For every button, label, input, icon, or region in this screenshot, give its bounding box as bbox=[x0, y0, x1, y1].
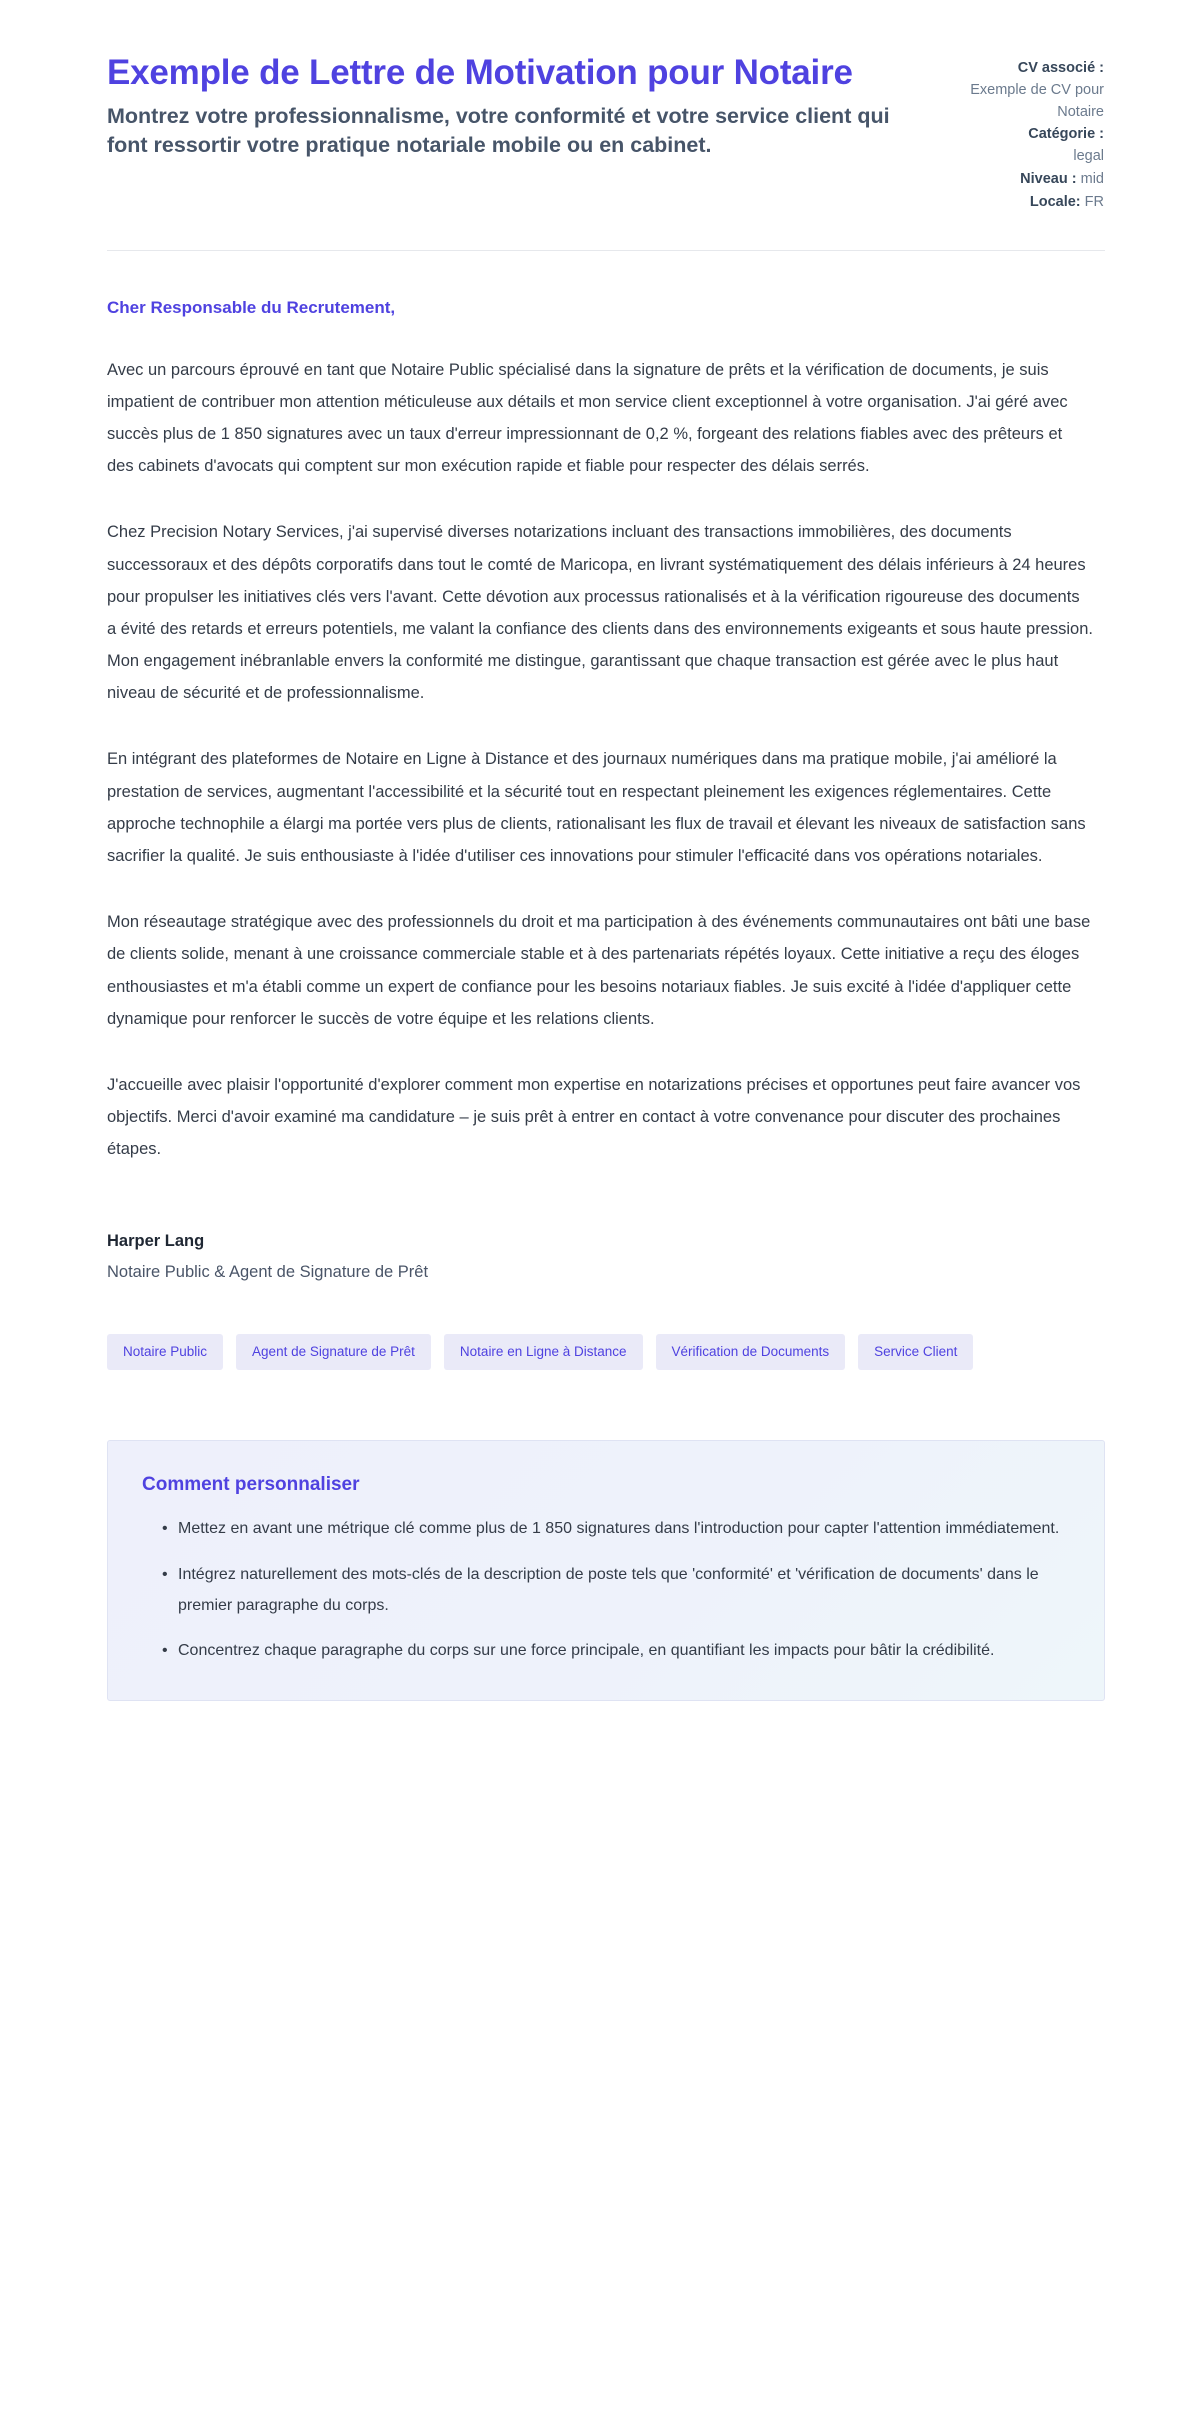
tag-chip[interactable]: Agent de Signature de Prêt bbox=[236, 1334, 431, 1370]
tag-chip[interactable]: Notaire en Ligne à Distance bbox=[444, 1334, 643, 1370]
meta-level bbox=[929, 169, 1104, 191]
page-subtitle: Montrez votre professionnalisme, votre conformité et votre service client qui font ressortir votre pratique notariale mobile ou en cabinet. bbox=[107, 103, 890, 158]
letter-paragraph: Avec un parcours éprouvé en tant que Notaire Public spécialisé dans la signature de prêts et la vérification de documents, je suis impatient de contribuer mon attention méticuleuse aux détails et mon service client exceptionnel à votre organisation. J'ai géré avec succès plus de 1 850 signatures avec un taux d'erreur impressionnant de 0,2 %, forgeant des relations fiables avec des prêteurs et des cabinets d'avocats qui comptent sur mon exécution rapide et fiable pour respecter des délais serrés. bbox=[107, 360, 1068, 476]
tips-list-item: • Mettez en avant une métrique clé comme plus de 1 850 signatures dans l'introduction pour capter l'attention immédiatement. bbox=[162, 1513, 1070, 1544]
signature-name: Harper Lang bbox=[107, 1232, 205, 1251]
letter-paragraph: J'accueille avec plaisir l'opportunité d'explorer comment mon expertise en notarizations précises et opportunes peut faire avancer vos objectifs. Merci d'avoir examiné ma candidature – je suis prêt à entrer en contact à votre convenance pour discuter des prochaines étapes. bbox=[107, 1075, 1081, 1159]
meta-locale-label: Locale: bbox=[1029, 193, 1081, 210]
meta-category-label: Catégorie : bbox=[1028, 126, 1104, 143]
tips-list-item: • Intégrez naturellement des mots-clés de la description de poste tels que 'conformité' et 'vérification de documents' dans le premier paragraphe du corps. bbox=[162, 1559, 1070, 1621]
customization-tips-panel bbox=[107, 1440, 1105, 1701]
tips-list-item: • Concentrez chaque paragraphe du corps sur une force principale, en quantifiant les impacts pour bâtir la crédibilité. bbox=[162, 1635, 1070, 1666]
tips-title: Comment personnaliser bbox=[142, 1473, 360, 1495]
header-title-block bbox=[107, 52, 893, 161]
signature-role: Notaire Public & Agent de Signature de Prêt bbox=[107, 1263, 429, 1282]
letter-paragraph: En intégrant des plateformes de Notaire en Ligne à Distance et des journaux numériques dans ma pratique mobile, j'ai amélioré la prestation de services, augmentant l'accessibilité et la sécurité tout en respectant pleinement les exigences réglementaires. Cette approche technophile a élargi ma portée vers plus de clients, rationalisant les flux de travail et élevant les niveaux de satisfaction sans sacrifier la qualité. Je suis enthousiaste à l'idée d'utiliser ces innovations pour stimuler l'efficacité dans vos opérations notariales. bbox=[107, 750, 1086, 865]
letter-paragraph: Chez Precision Notary Services, j'ai supervisé diverses notarizations incluant des transactions immobilières, des documents successoraux et des dépôts corporatifs dans tout le comté de Maricopa, en livrant systématiquement des délais inférieurs à 24 heures pour propulser les initiatives clés vers l'avant. Cette dévotion aux processus rationalisés et à la vérification rigoureuse des documents a évité des retards et erreurs potentiels, me valant la confiance des clients dans des environnements exigeants et sous haute pression. Mon engagement inébranlable envers la conformité me distingue, garantissant que chaque transaction est gérée avec le plus haut niveau de sécurité et de professionnalisme. bbox=[107, 523, 1093, 703]
tag-chip[interactable]: Notaire Public bbox=[107, 1334, 223, 1370]
meta-associated-cv-value: Exemple de CV pour Notaire bbox=[970, 81, 1104, 120]
page-header bbox=[0, 0, 1200, 214]
meta-category-value: legal bbox=[1073, 148, 1104, 164]
letter-paragraph: Mon réseautage stratégique avec des professionnels du droit et ma participation à des événements communautaires ont bâti une base de clients solide, menant à une croissance commerciale stable et à des partenariats répétés loyaux. Cette initiative a reçu des éloges enthousiastes et m'a établi comme un expert de confiance pour les besoins notariaux fiables. Je suis excité à l'idée d'appliquer cette dynamique pour renforcer le succès de votre équipe et les relations clients. bbox=[107, 913, 1091, 1028]
meta-locale-value: FR bbox=[1084, 193, 1104, 210]
meta-associated-cv-label: CV associé : bbox=[1017, 60, 1104, 76]
meta-associated-cv bbox=[929, 58, 1104, 123]
meta-locale bbox=[929, 192, 1104, 214]
tips-list bbox=[142, 1513, 1070, 1666]
page-bottom-spacer bbox=[0, 1701, 1200, 1757]
header-metadata bbox=[929, 52, 1104, 214]
tag-chip[interactable]: Service Client bbox=[858, 1334, 973, 1370]
meta-level-value: mid bbox=[1080, 170, 1104, 187]
tag-chip[interactable]: Vérification de Documents bbox=[656, 1334, 846, 1370]
header-divider bbox=[107, 250, 1105, 251]
meta-category bbox=[929, 124, 1104, 168]
letter-signature bbox=[0, 1227, 1200, 1286]
tag-list bbox=[0, 1334, 1110, 1370]
page-title: Exemple de Lettre de Motivation pour Notaire bbox=[107, 53, 853, 92]
letter-salutation: Cher Responsable du Recrutement, bbox=[107, 298, 396, 318]
meta-level-label: Niveau : bbox=[1020, 170, 1077, 187]
letter-body bbox=[0, 295, 1200, 1165]
